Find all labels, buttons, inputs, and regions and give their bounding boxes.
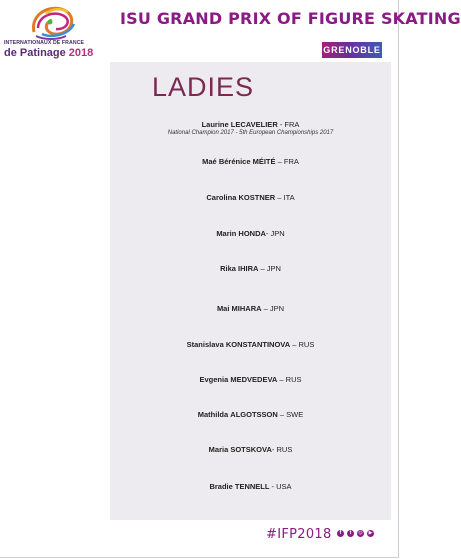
entry-last-name: MIHARA <box>231 304 262 313</box>
entry-country: RUS <box>285 375 302 384</box>
entries-panel <box>110 62 391 520</box>
entry-country: FRA <box>284 120 300 129</box>
logo-text-year: 2018 <box>68 47 94 59</box>
entry-first-name: Marin <box>216 229 237 238</box>
logo-text-line1: INTERNATIONAUX DE FRANCE <box>4 40 85 46</box>
entry-separator: - <box>277 120 285 129</box>
entry-row <box>110 340 391 349</box>
entry-row <box>110 482 391 491</box>
entry-first-name: Evgenia <box>199 375 229 384</box>
entry-last-name: KONSTANTINOVA <box>225 340 291 349</box>
entry-separator: – <box>290 340 299 349</box>
entry-first-name: Mathilda <box>197 410 229 419</box>
entry-row <box>110 157 391 166</box>
logo-text-line2 <box>4 47 93 59</box>
entry-country: JPN <box>266 264 281 273</box>
entry-row <box>110 410 391 419</box>
entry-country: RUS <box>276 445 293 454</box>
entry-first-name: Maria <box>208 445 229 454</box>
section-title: LADIES <box>152 72 255 102</box>
entry-country: SWE <box>286 410 304 419</box>
entry-first-name: Carolina <box>206 193 237 202</box>
entry-last-name: LECAVELIER <box>230 120 278 129</box>
entry-country: JPN <box>269 304 285 313</box>
entry-first-name: Maé Bérénice <box>202 157 251 166</box>
entry-last-name: SOTSKOVA <box>230 445 272 454</box>
entry-separator: – <box>275 157 284 166</box>
entry-first-name: Stanislava <box>186 340 224 349</box>
entry-first-name: Rika <box>220 264 236 273</box>
entry-separator: – <box>258 264 267 273</box>
entry-last-name: TENNELL <box>234 482 270 491</box>
entry-country: USA <box>276 482 292 491</box>
skater-swirl-icon <box>28 2 78 42</box>
entry-separator: - <box>271 445 277 454</box>
entry-last-name: MEDVEDEVA <box>230 375 278 384</box>
entry-country: ITA <box>283 193 295 202</box>
logo-text-name: de Patinage <box>4 47 69 59</box>
twitter-icon[interactable]: t <box>347 530 354 537</box>
city-badge: GRENOBLE <box>322 42 382 58</box>
entry-row <box>110 193 391 202</box>
entry-row <box>110 445 391 454</box>
instagram-icon[interactable]: ◎ <box>358 530 363 536</box>
entry-row <box>110 120 391 129</box>
entry-last-name: MÉITÉ <box>252 157 276 166</box>
entry-separator: – <box>277 410 287 419</box>
entry-row <box>110 375 391 384</box>
entry-row <box>110 304 391 313</box>
entry-separator: - <box>269 482 277 491</box>
entry-last-name: KOSTNER <box>238 193 276 202</box>
entry-row <box>110 229 391 238</box>
event-logo <box>2 2 98 64</box>
entry-row <box>110 264 391 273</box>
entry-first-name: Mai <box>216 304 230 313</box>
entry-separator: – <box>275 193 284 202</box>
entry-first-name: Laurine <box>201 120 229 129</box>
entry-note: National Champion 2017 - 5th European Championships 2017 <box>167 130 334 136</box>
entry-separator: - <box>265 229 271 238</box>
entry-country: FRA <box>283 157 299 166</box>
entry-last-name: ALGOTSSON <box>230 410 278 419</box>
entry-first-name: Bradie <box>209 482 233 491</box>
entry-country: JPN <box>270 229 285 238</box>
entry-last-name: HONDA <box>238 229 266 238</box>
entry-separator: – <box>277 375 286 384</box>
page-title: ISU GRAND PRIX OF FIGURE SKATING <box>120 9 461 28</box>
facebook-icon[interactable]: f <box>337 530 344 537</box>
youtube-icon[interactable]: ▶ <box>368 530 373 536</box>
event-hashtag: #IFP2018 <box>266 527 332 542</box>
entry-last-name: IHIRA <box>238 264 259 273</box>
entry-separator: – <box>261 304 270 313</box>
entry-country: RUS <box>298 340 315 349</box>
social-icons <box>337 530 374 537</box>
